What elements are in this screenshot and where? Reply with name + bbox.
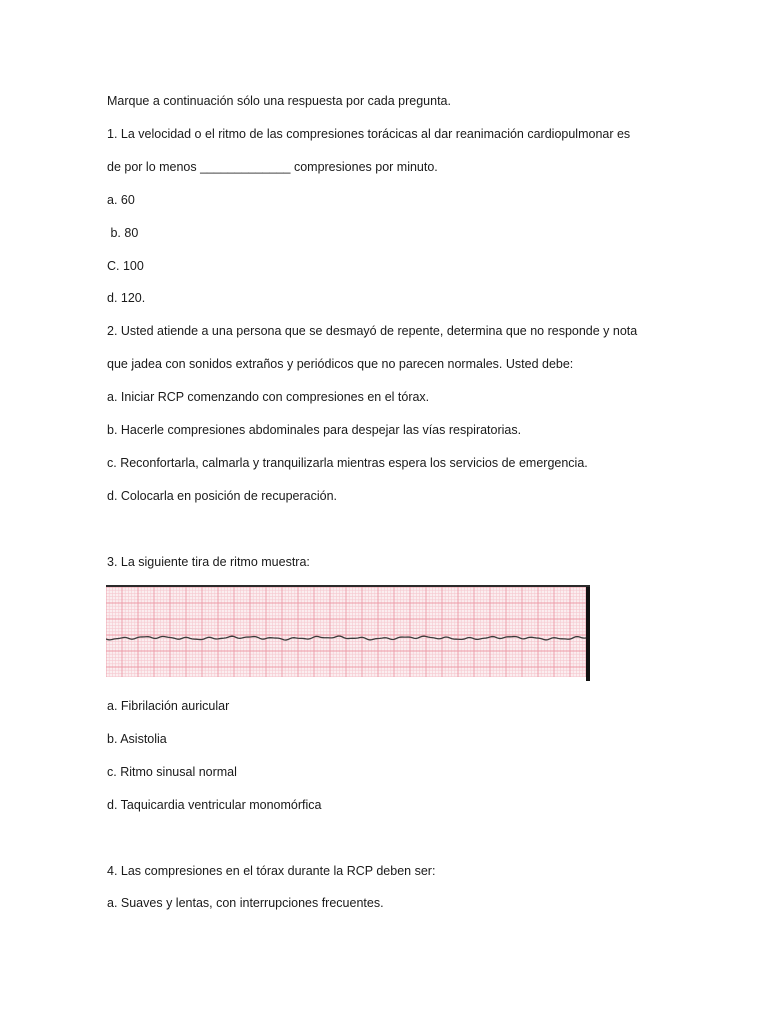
instructions-text: Marque a continuación sólo una respuesta por cada pregunta. xyxy=(107,94,451,108)
ecg-top-border xyxy=(106,585,590,587)
question-1-option-a: a. 60 xyxy=(107,193,135,207)
question-1-option-c: C. 100 xyxy=(107,259,144,273)
question-4-text: 4. Las compresiones en el tórax durante la RCP deben ser: xyxy=(107,864,436,878)
question-2-option-a: a. Iniciar RCP comenzando con compresiones en el tórax. xyxy=(107,390,430,404)
question-1-line-2: de por lo menos _____________ compresiones por minuto. xyxy=(107,160,438,174)
question-3-option-b: b. Asistolia xyxy=(107,732,167,746)
question-2-line-2: que jadea con sonidos extraños y periódicos que no parecen normales. Usted debe: xyxy=(107,357,574,371)
question-1-option-d: d. 120. xyxy=(107,291,146,305)
ecg-rhythm-strip xyxy=(106,585,591,681)
question-3-option-c: c. Ritmo sinusal normal xyxy=(107,765,237,779)
ecg-strip-graphic xyxy=(106,585,591,681)
question-3-option-a: a. Fibrilación auricular xyxy=(107,699,230,713)
question-3-option-d: d. Taquicardia ventricular monomórfica xyxy=(107,798,322,812)
question-3-text: 3. La siguiente tira de ritmo muestra: xyxy=(107,555,310,569)
question-2-line-1: 2. Usted atiende a una persona que se desmayó de repente, determina que no responde y nota xyxy=(107,324,638,338)
question-1-option-b: b. 80 xyxy=(107,226,139,240)
question-2-option-d: d. Colocarla en posición de recuperación. xyxy=(107,489,337,503)
ecg-right-border xyxy=(586,585,590,681)
question-2-option-b: b. Hacerle compresiones abdominales para despejar las vías respiratorias. xyxy=(107,423,522,437)
question-4-option-a: a. Suaves y lentas, con interrupciones frecuentes. xyxy=(107,896,384,910)
question-1-line-1: 1. La velocidad o el ritmo de las compresiones torácicas al dar reanimación cardiopulmonar es xyxy=(107,127,631,141)
question-2-option-c: c. Reconfortarla, calmarla y tranquilizarla mientras espera los servicios de emergencia. xyxy=(107,456,588,470)
